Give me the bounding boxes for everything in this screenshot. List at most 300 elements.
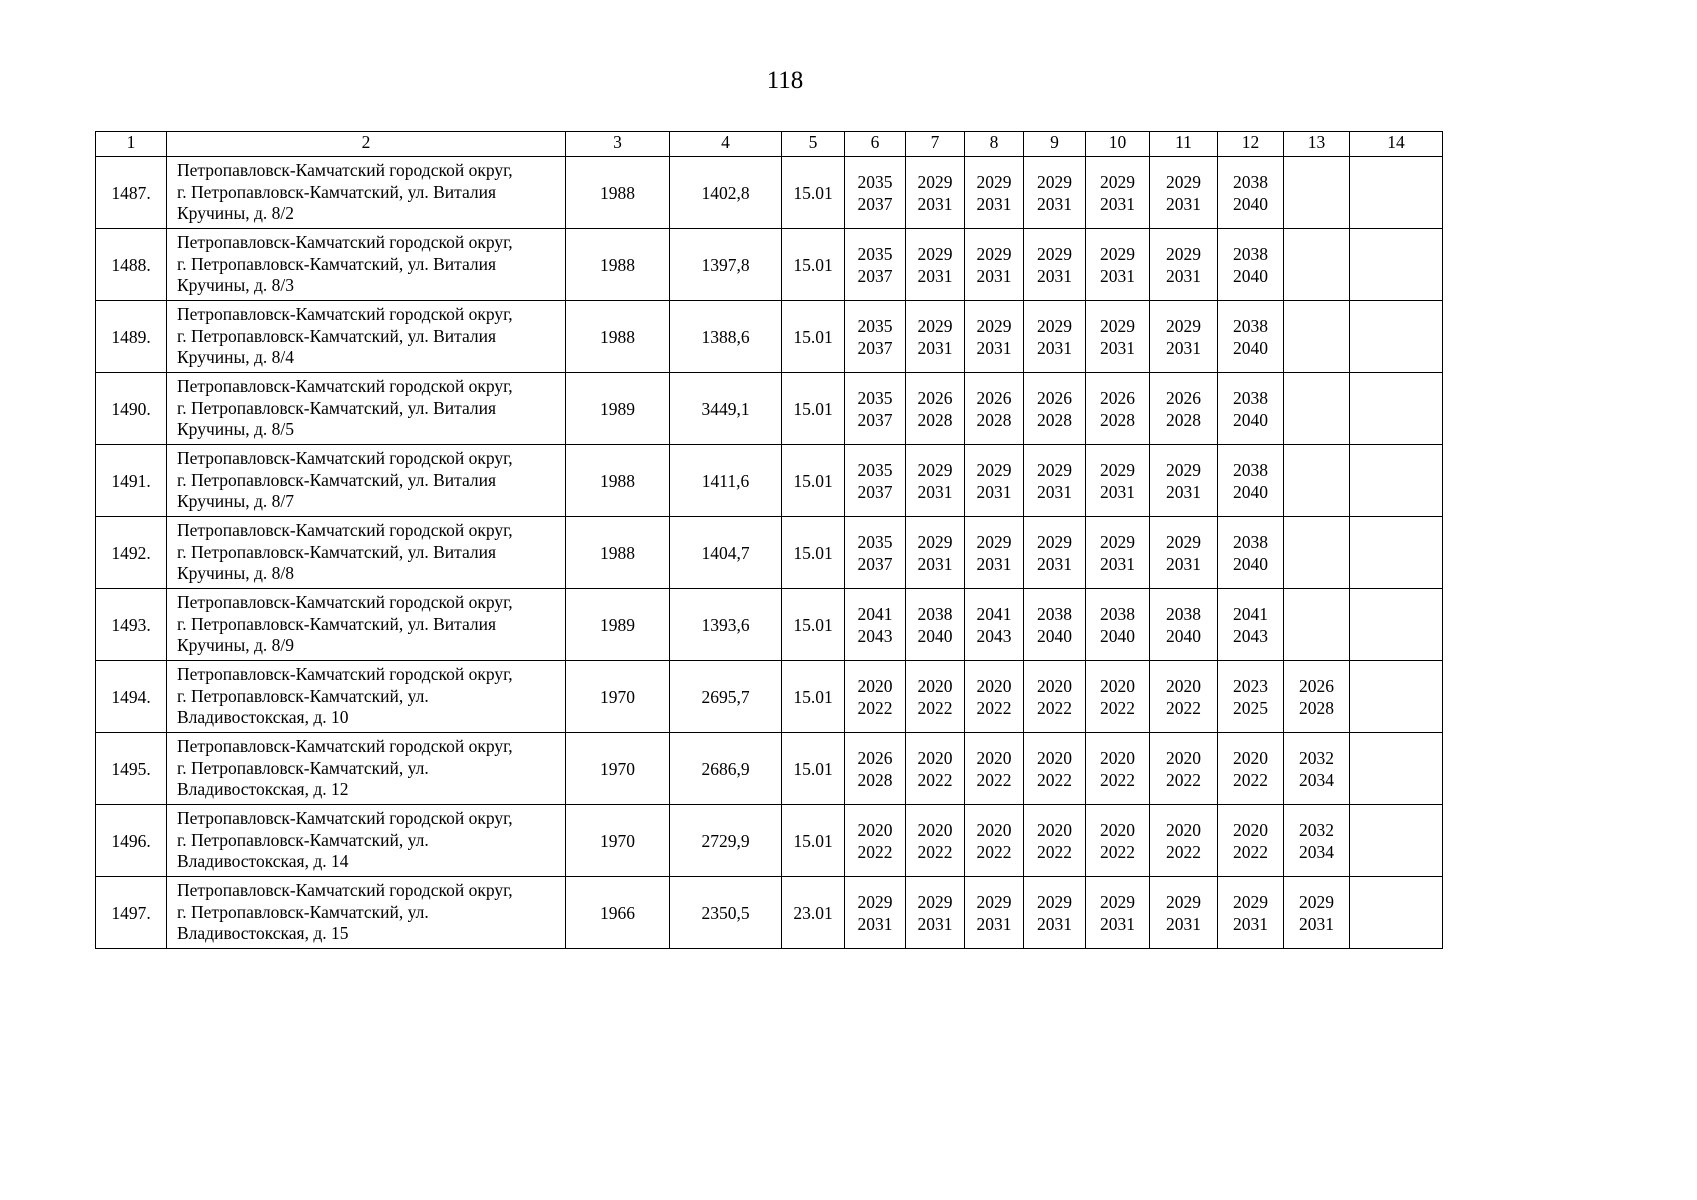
address-line: Кручины, д. 8/7 — [177, 491, 294, 512]
period-end-year: 2022 — [1233, 769, 1268, 790]
period-cell-col-12 — [1218, 229, 1284, 301]
period-cell-col-8 — [965, 877, 1024, 949]
period-cell-col-6 — [845, 517, 906, 589]
column-header-7: 7 — [906, 132, 965, 157]
period-cell-col-8 — [965, 229, 1024, 301]
period-start-year: 2035 — [857, 387, 893, 408]
period-start-year: 2029 — [1100, 315, 1135, 336]
period-start-year: 2026 — [976, 387, 1012, 408]
period-end-year: 2028 — [1100, 409, 1135, 430]
address-line: Петропавловск-Камчатский городской округ, — [177, 880, 513, 901]
period-start-year: 2029 — [1299, 891, 1334, 912]
period-cell-col-11 — [1150, 661, 1218, 733]
work-code: 15.01 — [782, 445, 845, 517]
period-start-year: 2020 — [917, 819, 953, 840]
period-end-year: 2031 — [1166, 265, 1201, 286]
period-start-year: 2035 — [857, 459, 893, 480]
work-code: 15.01 — [782, 373, 845, 445]
table-row — [96, 589, 1443, 661]
period-end-year: 2022 — [1166, 841, 1201, 862]
row-number: 1492. — [96, 517, 167, 589]
period-end-year: 2031 — [1100, 193, 1135, 214]
period-start-year: 2020 — [976, 819, 1012, 840]
period-end-year: 2031 — [1299, 913, 1334, 934]
period-start-year: 2029 — [1037, 891, 1072, 912]
period-end-year: 2031 — [976, 265, 1012, 286]
period-cell-col-14 — [1350, 589, 1443, 661]
period-cell-col-12 — [1218, 589, 1284, 661]
period-end-year: 2022 — [917, 697, 953, 718]
year-built: 1989 — [566, 373, 670, 445]
column-header-9: 9 — [1024, 132, 1086, 157]
period-start-year: 2038 — [1037, 603, 1072, 624]
period-cell-col-13 — [1284, 301, 1350, 373]
period-end-year: 2031 — [1166, 553, 1201, 574]
period-cell-col-10 — [1086, 157, 1150, 229]
period-start-year: 2029 — [1166, 459, 1201, 480]
total-area: 2695,7 — [670, 661, 782, 733]
period-end-year: 2022 — [1037, 841, 1072, 862]
period-cell-col-12 — [1218, 373, 1284, 445]
period-end-year: 2031 — [917, 553, 953, 574]
table-body — [96, 157, 1443, 949]
total-area: 1397,8 — [670, 229, 782, 301]
period-start-year: 2026 — [1037, 387, 1072, 408]
period-start-year: 2032 — [1299, 819, 1334, 840]
address-cell — [167, 301, 566, 373]
year-built: 1989 — [566, 589, 670, 661]
period-end-year: 2028 — [1037, 409, 1072, 430]
period-cell-col-8 — [965, 805, 1024, 877]
column-header-13: 13 — [1284, 132, 1350, 157]
column-header-1: 1 — [96, 132, 167, 157]
address-line: г. Петропавловск-Камчатский, ул. — [177, 829, 429, 850]
period-cell-col-14 — [1350, 517, 1443, 589]
address-cell — [167, 373, 566, 445]
period-start-year: 2041 — [976, 603, 1012, 624]
period-cell-col-14 — [1350, 373, 1443, 445]
period-start-year: 2038 — [917, 603, 953, 624]
period-start-year: 2026 — [1299, 675, 1334, 696]
period-start-year: 2032 — [1299, 747, 1334, 768]
period-end-year: 2031 — [917, 265, 953, 286]
period-cell-col-7 — [906, 805, 965, 877]
period-cell-col-9 — [1024, 589, 1086, 661]
period-cell-col-7 — [906, 661, 965, 733]
period-end-year: 2043 — [976, 625, 1012, 646]
period-start-year: 2029 — [976, 459, 1012, 480]
address-line: Петропавловск-Камчатский городской округ, — [177, 664, 513, 685]
period-end-year: 2043 — [1233, 625, 1268, 646]
period-end-year: 2022 — [1166, 769, 1201, 790]
period-start-year: 2020 — [1233, 747, 1268, 768]
period-cell-col-9 — [1024, 301, 1086, 373]
period-start-year: 2029 — [976, 531, 1012, 552]
period-end-year: 2022 — [1037, 697, 1072, 718]
year-built: 1988 — [566, 301, 670, 373]
period-end-year: 2028 — [917, 409, 953, 430]
period-cell-col-9 — [1024, 157, 1086, 229]
period-cell-col-8 — [965, 157, 1024, 229]
period-cell-col-13 — [1284, 733, 1350, 805]
period-cell-col-14 — [1350, 877, 1443, 949]
address-line: Кручины, д. 8/9 — [177, 635, 294, 656]
period-cell-col-10 — [1086, 661, 1150, 733]
period-start-year: 2029 — [1100, 459, 1135, 480]
row-number: 1496. — [96, 805, 167, 877]
period-cell-col-14 — [1350, 157, 1443, 229]
period-cell-col-6 — [845, 805, 906, 877]
column-header-6: 6 — [845, 132, 906, 157]
address-line: г. Петропавловск-Камчатский, ул. Виталия — [177, 397, 497, 418]
address-cell — [167, 229, 566, 301]
period-end-year: 2031 — [917, 337, 953, 358]
period-end-year: 2043 — [857, 625, 893, 646]
period-cell-col-6 — [845, 229, 906, 301]
period-cell-col-12 — [1218, 805, 1284, 877]
table-row — [96, 157, 1443, 229]
address-line: г. Петропавловск-Камчатский, ул. Виталия — [177, 613, 497, 634]
period-end-year: 2037 — [857, 265, 893, 286]
table-row — [96, 517, 1443, 589]
period-end-year: 2031 — [1037, 481, 1072, 502]
period-end-year: 2040 — [1233, 553, 1268, 574]
address-line: Владивостокская, д. 15 — [177, 923, 349, 944]
total-area: 2729,9 — [670, 805, 782, 877]
row-number: 1497. — [96, 877, 167, 949]
period-start-year: 2023 — [1233, 675, 1268, 696]
address-cell — [167, 445, 566, 517]
period-cell-col-8 — [965, 301, 1024, 373]
period-start-year: 2020 — [1100, 819, 1135, 840]
period-cell-col-14 — [1350, 229, 1443, 301]
period-start-year: 2029 — [1166, 531, 1201, 552]
period-cell-col-12 — [1218, 301, 1284, 373]
period-cell-col-11 — [1150, 157, 1218, 229]
table-row — [96, 373, 1443, 445]
column-header-8: 8 — [965, 132, 1024, 157]
period-end-year: 2022 — [1100, 697, 1135, 718]
period-start-year: 2029 — [1037, 315, 1072, 336]
year-built: 1988 — [566, 157, 670, 229]
period-cell-col-9 — [1024, 445, 1086, 517]
period-start-year: 2038 — [1233, 531, 1268, 552]
period-start-year: 2020 — [917, 747, 953, 768]
period-start-year: 2020 — [976, 675, 1012, 696]
period-cell-col-6 — [845, 301, 906, 373]
period-start-year: 2029 — [917, 531, 953, 552]
period-cell-col-13 — [1284, 229, 1350, 301]
work-code: 15.01 — [782, 229, 845, 301]
period-end-year: 2031 — [917, 913, 953, 934]
period-cell-col-12 — [1218, 517, 1284, 589]
period-start-year: 2038 — [1233, 459, 1268, 480]
period-start-year: 2020 — [1166, 819, 1201, 840]
period-end-year: 2022 — [1233, 841, 1268, 862]
row-number: 1493. — [96, 589, 167, 661]
period-start-year: 2038 — [1233, 387, 1268, 408]
total-area: 3449,1 — [670, 373, 782, 445]
period-end-year: 2040 — [1233, 193, 1268, 214]
period-end-year: 2031 — [1233, 913, 1268, 934]
period-start-year: 2038 — [1166, 603, 1201, 624]
row-number: 1491. — [96, 445, 167, 517]
period-cell-col-14 — [1350, 805, 1443, 877]
period-start-year: 2035 — [857, 315, 893, 336]
period-cell-col-13 — [1284, 517, 1350, 589]
period-cell-col-8 — [965, 373, 1024, 445]
page-number: 118 — [766, 67, 804, 94]
period-end-year: 2031 — [976, 193, 1012, 214]
period-end-year: 2031 — [1100, 913, 1135, 934]
period-start-year: 2020 — [1037, 747, 1072, 768]
row-number: 1490. — [96, 373, 167, 445]
period-cell-col-9 — [1024, 733, 1086, 805]
period-start-year: 2041 — [1233, 603, 1268, 624]
period-end-year: 2031 — [1037, 265, 1072, 286]
total-area: 2350,5 — [670, 877, 782, 949]
period-start-year: 2029 — [1037, 531, 1072, 552]
period-end-year: 2031 — [1100, 553, 1135, 574]
period-end-year: 2040 — [1166, 625, 1201, 646]
period-cell-col-7 — [906, 157, 965, 229]
address-cell — [167, 877, 566, 949]
period-start-year: 2029 — [976, 891, 1012, 912]
period-cell-col-9 — [1024, 373, 1086, 445]
row-number: 1489. — [96, 301, 167, 373]
address-line: Кручины, д. 8/4 — [177, 347, 294, 368]
period-cell-col-11 — [1150, 373, 1218, 445]
period-cell-col-6 — [845, 157, 906, 229]
work-code: 15.01 — [782, 157, 845, 229]
period-end-year: 2031 — [1100, 337, 1135, 358]
period-end-year: 2031 — [1037, 337, 1072, 358]
period-cell-col-9 — [1024, 661, 1086, 733]
table-row — [96, 877, 1443, 949]
period-cell-col-8 — [965, 589, 1024, 661]
period-end-year: 2031 — [1166, 481, 1201, 502]
period-start-year: 2029 — [976, 171, 1012, 192]
period-start-year: 2029 — [917, 171, 953, 192]
period-cell-col-13 — [1284, 157, 1350, 229]
period-start-year: 2029 — [1100, 171, 1135, 192]
period-cell-col-13 — [1284, 661, 1350, 733]
period-cell-col-12 — [1218, 661, 1284, 733]
address-cell — [167, 661, 566, 733]
period-cell-col-13 — [1284, 589, 1350, 661]
period-end-year: 2022 — [1166, 697, 1201, 718]
period-end-year: 2040 — [1233, 337, 1268, 358]
period-end-year: 2022 — [857, 841, 893, 862]
period-end-year: 2031 — [1166, 193, 1201, 214]
work-code: 23.01 — [782, 877, 845, 949]
period-start-year: 2020 — [1100, 747, 1135, 768]
period-cell-col-14 — [1350, 301, 1443, 373]
address-line: Кручины, д. 8/5 — [177, 419, 294, 440]
period-end-year: 2040 — [1233, 481, 1268, 502]
work-code: 15.01 — [782, 661, 845, 733]
period-end-year: 2031 — [857, 913, 893, 934]
period-start-year: 2041 — [857, 603, 893, 624]
period-end-year: 2022 — [917, 841, 953, 862]
period-cell-col-9 — [1024, 877, 1086, 949]
period-end-year: 2031 — [1166, 337, 1201, 358]
period-start-year: 2029 — [1166, 171, 1201, 192]
period-end-year: 2028 — [1299, 697, 1334, 718]
period-start-year: 2029 — [917, 459, 953, 480]
period-end-year: 2040 — [1100, 625, 1135, 646]
column-header-11: 11 — [1150, 132, 1218, 157]
address-line: г. Петропавловск-Камчатский, ул. Виталия — [177, 469, 497, 490]
column-header-12: 12 — [1218, 132, 1284, 157]
address-line: Петропавловск-Камчатский городской округ, — [177, 376, 513, 397]
year-built: 1970 — [566, 661, 670, 733]
period-start-year: 2029 — [1037, 459, 1072, 480]
total-area: 1393,6 — [670, 589, 782, 661]
housing-register-table — [95, 131, 1443, 949]
period-start-year: 2020 — [1166, 747, 1201, 768]
table-row — [96, 229, 1443, 301]
period-end-year: 2040 — [1233, 265, 1268, 286]
period-end-year: 2022 — [1100, 841, 1135, 862]
period-start-year: 2020 — [976, 747, 1012, 768]
year-built: 1988 — [566, 517, 670, 589]
period-end-year: 2028 — [857, 769, 893, 790]
period-cell-col-6 — [845, 589, 906, 661]
period-start-year: 2029 — [917, 243, 953, 264]
period-cell-col-12 — [1218, 733, 1284, 805]
period-cell-col-12 — [1218, 877, 1284, 949]
column-header-14: 14 — [1350, 132, 1443, 157]
period-cell-col-14 — [1350, 733, 1443, 805]
period-cell-col-11 — [1150, 733, 1218, 805]
period-end-year: 2022 — [917, 769, 953, 790]
period-cell-col-9 — [1024, 229, 1086, 301]
year-built: 1970 — [566, 805, 670, 877]
period-start-year: 2020 — [857, 819, 893, 840]
period-cell-col-7 — [906, 589, 965, 661]
address-cell — [167, 589, 566, 661]
address-line: Кручины, д. 8/2 — [177, 203, 294, 224]
address-line: Петропавловск-Камчатский городской округ, — [177, 808, 513, 829]
period-cell-col-10 — [1086, 805, 1150, 877]
address-line: Кручины, д. 8/3 — [177, 275, 294, 296]
period-end-year: 2031 — [976, 913, 1012, 934]
address-line: Владивостокская, д. 14 — [177, 851, 349, 872]
period-cell-col-13 — [1284, 805, 1350, 877]
address-line: Петропавловск-Камчатский городской округ, — [177, 520, 513, 541]
period-start-year: 2020 — [917, 675, 953, 696]
period-start-year: 2026 — [1100, 387, 1135, 408]
period-cell-col-10 — [1086, 589, 1150, 661]
total-area: 1411,6 — [670, 445, 782, 517]
period-start-year: 2020 — [1037, 819, 1072, 840]
period-start-year: 2026 — [857, 747, 893, 768]
period-end-year: 2037 — [857, 553, 893, 574]
period-cell-col-10 — [1086, 373, 1150, 445]
period-start-year: 2029 — [1166, 891, 1201, 912]
period-cell-col-10 — [1086, 517, 1150, 589]
period-start-year: 2020 — [1037, 675, 1072, 696]
period-start-year: 2038 — [1100, 603, 1135, 624]
period-end-year: 2022 — [976, 697, 1012, 718]
address-line: г. Петропавловск-Камчатский, ул. — [177, 685, 429, 706]
period-end-year: 2040 — [917, 625, 953, 646]
column-header-3: 3 — [566, 132, 670, 157]
period-end-year: 2028 — [1166, 409, 1201, 430]
year-built: 1988 — [566, 229, 670, 301]
address-cell — [167, 157, 566, 229]
total-area: 1402,8 — [670, 157, 782, 229]
address-line: Петропавловск-Камчатский городской округ, — [177, 160, 513, 181]
period-start-year: 2020 — [1166, 675, 1201, 696]
period-end-year: 2022 — [857, 697, 893, 718]
period-start-year: 2029 — [1100, 531, 1135, 552]
period-end-year: 2037 — [857, 481, 893, 502]
column-number-row — [96, 132, 1443, 157]
period-cell-col-7 — [906, 229, 965, 301]
period-cell-col-11 — [1150, 229, 1218, 301]
period-cell-col-8 — [965, 733, 1024, 805]
column-header-4: 4 — [670, 132, 782, 157]
period-end-year: 2034 — [1299, 841, 1334, 862]
address-line: Петропавловск-Камчатский городской округ, — [177, 592, 513, 613]
period-start-year: 2026 — [917, 387, 953, 408]
period-end-year: 2031 — [976, 481, 1012, 502]
period-end-year: 2040 — [1233, 409, 1268, 430]
period-start-year: 2029 — [857, 891, 893, 912]
year-built: 1970 — [566, 733, 670, 805]
period-start-year: 2029 — [976, 243, 1012, 264]
period-end-year: 2031 — [1037, 913, 1072, 934]
year-built: 1988 — [566, 445, 670, 517]
address-line: Петропавловск-Камчатский городской округ, — [177, 736, 513, 757]
period-start-year: 2020 — [1233, 819, 1268, 840]
period-start-year: 2020 — [857, 675, 893, 696]
work-code: 15.01 — [782, 805, 845, 877]
period-end-year: 2034 — [1299, 769, 1334, 790]
work-code: 15.01 — [782, 517, 845, 589]
period-cell-col-10 — [1086, 229, 1150, 301]
address-line: Владивостокская, д. 12 — [177, 779, 349, 800]
period-cell-col-10 — [1086, 301, 1150, 373]
period-end-year: 2022 — [1100, 769, 1135, 790]
period-cell-col-6 — [845, 733, 906, 805]
period-cell-col-11 — [1150, 301, 1218, 373]
total-area: 2686,9 — [670, 733, 782, 805]
period-end-year: 2025 — [1233, 697, 1268, 718]
period-cell-col-13 — [1284, 373, 1350, 445]
period-end-year: 2031 — [1100, 481, 1135, 502]
column-header-2: 2 — [167, 132, 566, 157]
address-line: г. Петропавловск-Камчатский, ул. — [177, 901, 429, 922]
period-start-year: 2029 — [976, 315, 1012, 336]
period-end-year: 2031 — [917, 193, 953, 214]
period-start-year: 2038 — [1233, 243, 1268, 264]
period-cell-col-10 — [1086, 733, 1150, 805]
period-cell-col-10 — [1086, 445, 1150, 517]
period-start-year: 2038 — [1233, 171, 1268, 192]
period-cell-col-13 — [1284, 877, 1350, 949]
period-end-year: 2040 — [1037, 625, 1072, 646]
period-cell-col-12 — [1218, 445, 1284, 517]
period-cell-col-6 — [845, 661, 906, 733]
period-cell-col-11 — [1150, 517, 1218, 589]
address-cell — [167, 517, 566, 589]
period-end-year: 2031 — [976, 553, 1012, 574]
table-row — [96, 805, 1443, 877]
period-cell-col-8 — [965, 661, 1024, 733]
